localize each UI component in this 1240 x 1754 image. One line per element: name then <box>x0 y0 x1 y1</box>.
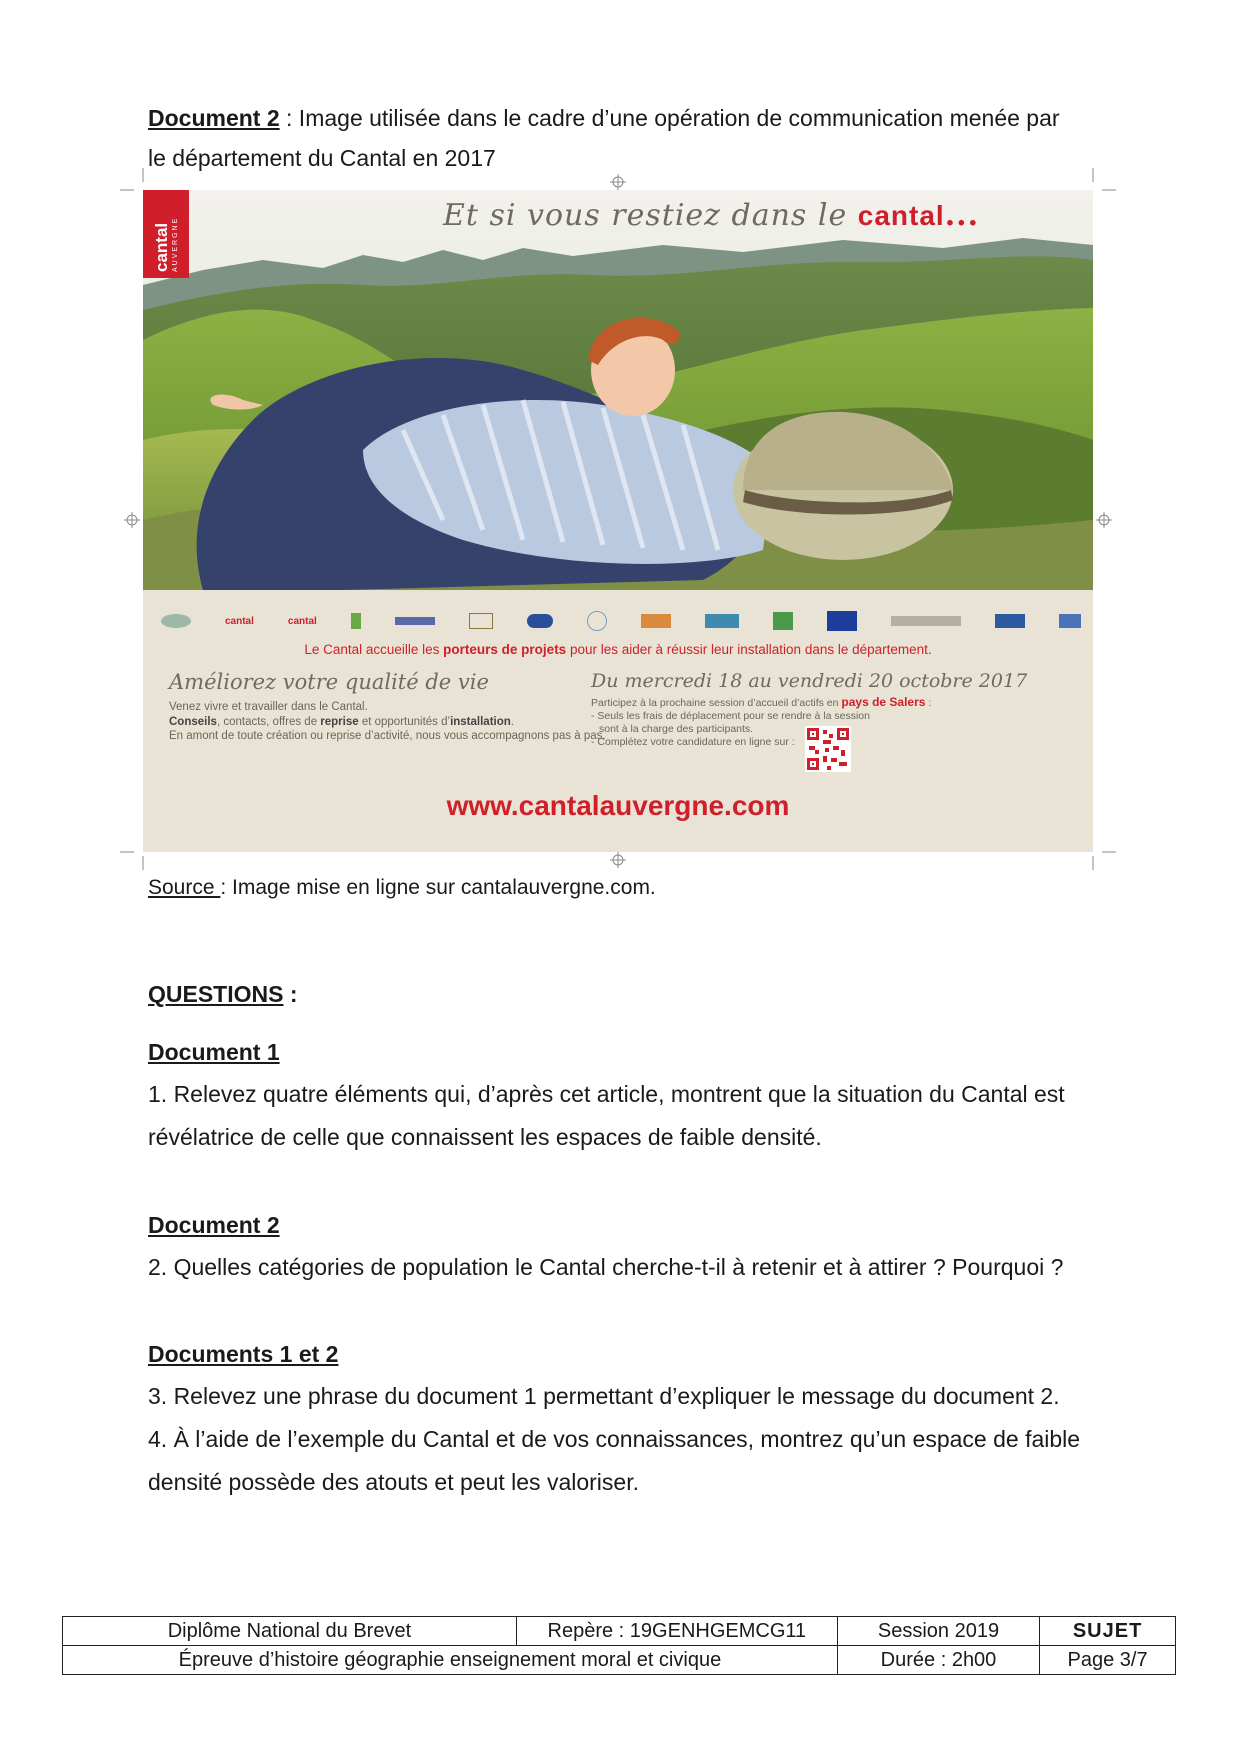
poster-tagline-post: pour les aider à réussir leur installation dans le département. <box>566 642 932 657</box>
section-document-1: Document 1 <box>148 1039 280 1065</box>
partner-logo-communaute <box>891 616 961 626</box>
partner-logo-pole-emploi <box>527 614 553 628</box>
poster-left-l2b: , contacts, offres de <box>216 715 321 728</box>
question-1-line2: révélatrice de celle que connaissent les espaces de faible densité. <box>148 1124 822 1150</box>
partner-logo-salers <box>161 614 191 628</box>
poster-left-installation: installation <box>450 715 511 728</box>
footer-reference: Repère : 19GENHGEMCG11 <box>516 1617 837 1646</box>
poster-right-l1a: Participez à la prochaine session d’accueil d’actifs en <box>591 697 842 709</box>
landscape-photo <box>143 190 1093 590</box>
partner-logo-cma <box>469 613 493 629</box>
partner-logo-cantal: cantal <box>225 615 254 627</box>
footer-sujet: SUJET <box>1040 1617 1176 1646</box>
question-4-line1: 4. À l’aide de l’exemple du Cantal et de vos connaissances, montrez qu’un espace de faible <box>148 1426 1081 1452</box>
section-documents-1-et-2: Documents 1 et 2 <box>148 1341 339 1367</box>
section-document-2: Document 2 <box>148 1212 280 1238</box>
poster-left-reprise: reprise <box>320 715 359 728</box>
poster-photo <box>143 190 1093 590</box>
footer-page: Page 3/7 <box>1040 1646 1176 1675</box>
partner-logo-a <box>351 613 361 629</box>
exam-footer-table <box>62 1616 1176 1675</box>
footer-epreuve: Épreuve d’histoire géographie enseignement moral et civique <box>63 1646 838 1675</box>
document-2-caption <box>148 98 1148 178</box>
poster-right-l3: sont à la charge des participants. <box>599 723 754 735</box>
cantal-side-logo <box>153 202 223 272</box>
poster-tagline <box>143 642 1093 657</box>
qr-code-icon <box>805 726 851 772</box>
questions-title-suffix: : <box>283 981 298 1007</box>
poster-tagline-pre: Le Cantal accueille les <box>304 642 444 657</box>
poster-website-link[interactable]: www.cantalauvergne.com <box>446 790 790 821</box>
eu-flag-icon <box>827 611 857 631</box>
questions-section <box>148 974 1148 1014</box>
question-2: 2. Quelles catégories de population le Cantal cherche-t-il à retenir et à attirer ? Pourquoi ? <box>148 1254 1064 1280</box>
cantal-side-logo-sub: AUVERGNE <box>172 216 179 272</box>
question-block-doc2 <box>148 1205 1148 1287</box>
partner-logo-pays <box>1059 614 1081 628</box>
partner-logo-europe <box>995 614 1025 628</box>
footer-diploma: Diplôme National du Brevet <box>63 1617 517 1646</box>
poster-right-pays-salers: pays de Salers <box>841 695 926 709</box>
poster-right-l2: - Seuls les frais de déplacement pour se rendre à la session <box>591 710 870 722</box>
question-1-line1: 1. Relevez quatre éléments qui, d’après cet article, montrent que la situation du Cantal est <box>148 1081 1065 1107</box>
poster-left-line1: Venez vivre et travailler dans le Cantal. <box>169 701 368 713</box>
partner-logo-cantal-2: cantal <box>287 615 317 627</box>
poster-left-line3: En amont de toute création ou reprise d’activité, nous vous accompagnons pas à pas. <box>169 730 606 742</box>
question-3: 3. Relevez une phrase du document 1 permettant d’expliquer le message du document 2. <box>148 1383 1060 1409</box>
question-block-doc1 <box>148 1032 1148 1157</box>
poster-left-heading: Améliorez votre qualité de vie <box>169 670 489 694</box>
poster-left-l2f: . <box>510 715 514 728</box>
partner-logo-region-auvergne <box>641 614 671 628</box>
source-label: Source <box>148 876 221 899</box>
poster-right-text <box>591 696 1011 749</box>
partner-logo-leader <box>773 612 793 630</box>
poster-tagline-strong: porteurs de projets <box>443 642 567 657</box>
poster-slogan-brand: cantal <box>857 200 945 231</box>
poster-info-band <box>143 590 1093 852</box>
poster-slogan-dots: ... <box>944 198 980 233</box>
poster-left-text <box>169 700 609 744</box>
document-2-label: Document 2 <box>148 105 280 131</box>
poster-slogan <box>443 198 979 233</box>
partner-logos <box>161 608 1081 634</box>
questions-title: QUESTIONS <box>148 981 284 1007</box>
partner-logo-cci <box>395 617 435 625</box>
poster-left-l2d: et opportunités d’ <box>358 715 451 728</box>
question-4-line2: densité possède des atouts et peut les valoriser. <box>148 1469 639 1495</box>
poster-right-l4: - Complétez votre candidature en ligne sur : <box>591 736 795 748</box>
cantal-poster <box>143 190 1093 852</box>
partner-logo-la-region <box>705 614 739 628</box>
footer-duree: Durée : 2h00 <box>837 1646 1039 1675</box>
source-line <box>148 868 656 908</box>
cantal-side-logo-text: cantal <box>152 222 171 272</box>
document-2-caption-text: : Image utilisée dans le cadre d’une opération de communication menée par <box>279 105 1060 131</box>
partner-logo-chambre <box>587 611 607 631</box>
poster-slogan-script: Et si vous restiez dans le <box>443 198 848 233</box>
poster-right-heading: Du mercredi 18 au vendredi 20 octobre 2017 <box>591 670 1028 692</box>
poster-right-l1c: : <box>925 697 932 709</box>
document-2-caption-line2: le département du Cantal en 2017 <box>148 145 496 171</box>
poster-left-conseils: Conseils <box>169 715 217 728</box>
question-block-doc1-2 <box>148 1334 1148 1502</box>
footer-session: Session 2019 <box>837 1617 1039 1646</box>
source-text: : Image mise en ligne sur cantalauvergne.com. <box>220 876 656 899</box>
